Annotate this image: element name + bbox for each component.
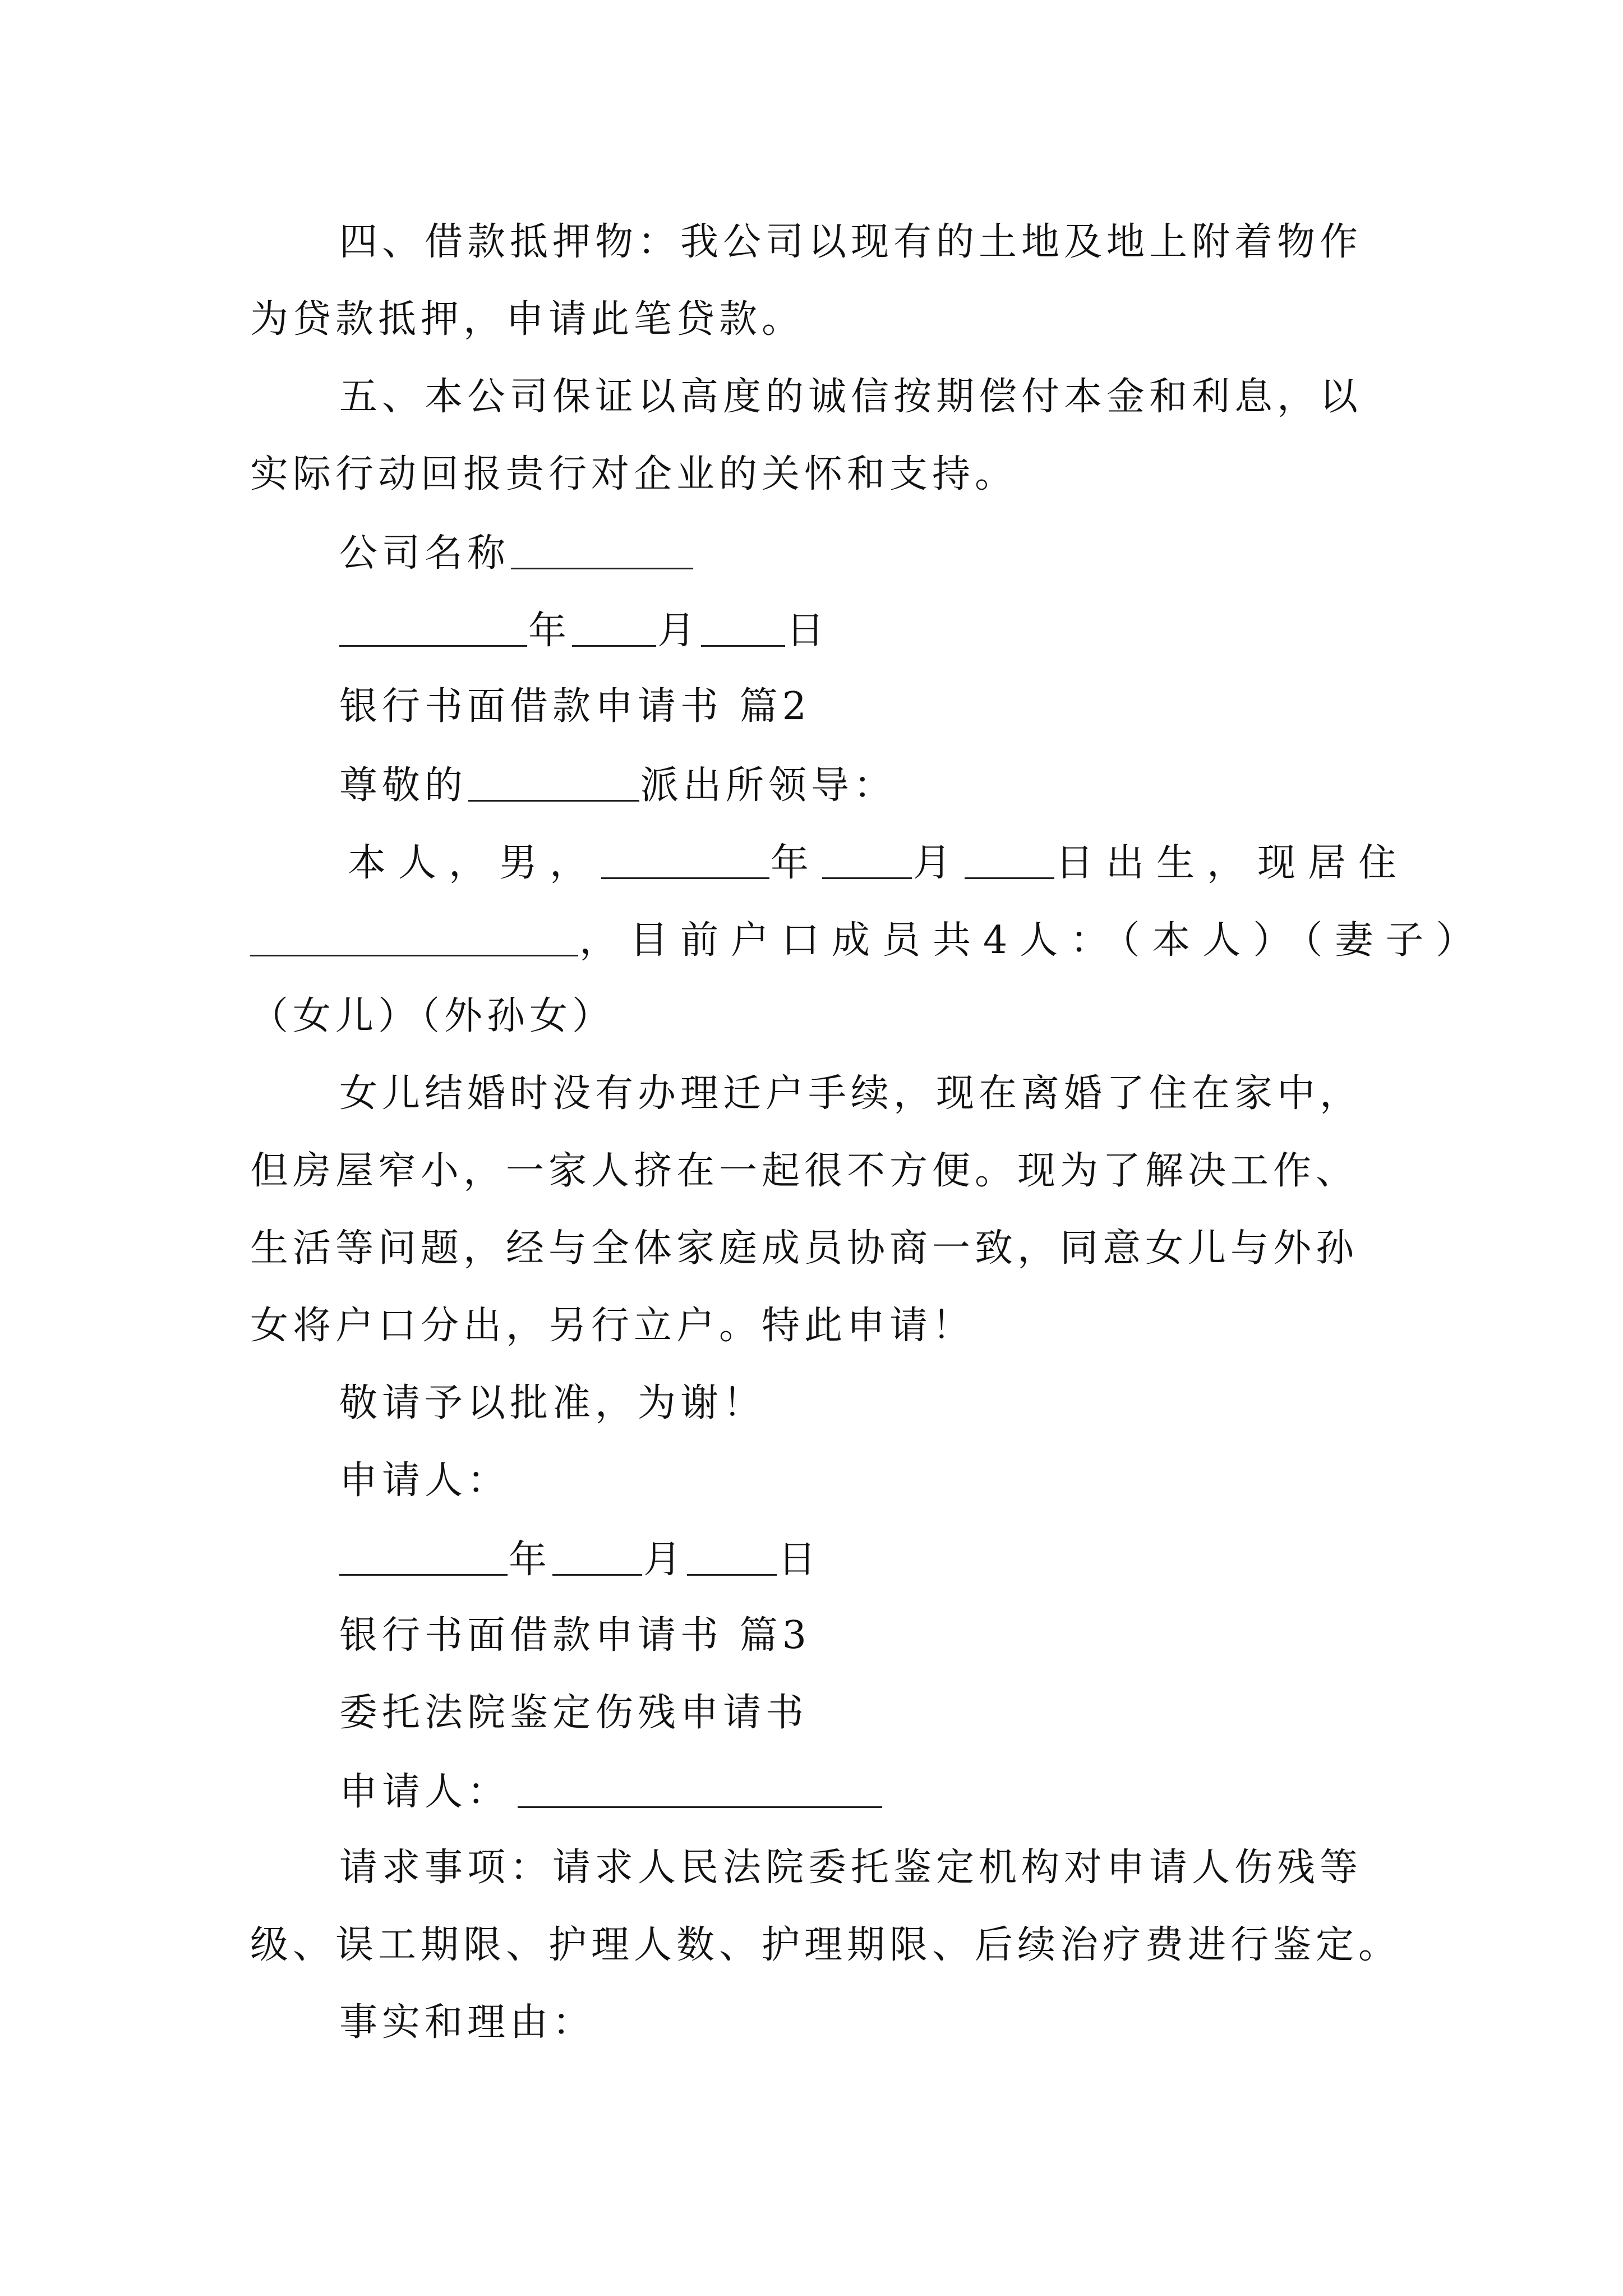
year-blank bbox=[339, 1539, 508, 1576]
month-blank bbox=[572, 610, 656, 647]
address-blank bbox=[250, 920, 578, 956]
month-label: 月 bbox=[643, 1538, 686, 1582]
document-title: 委托法院鉴定伤残申请书 bbox=[339, 1691, 809, 1735]
salutation-prefix: 尊敬的 bbox=[339, 763, 468, 808]
applicant-signature-label: 申请人： bbox=[339, 1458, 510, 1503]
birth-month-label: 月 bbox=[913, 841, 964, 885]
day-blank bbox=[687, 1539, 777, 1576]
household-line bbox=[250, 918, 1487, 963]
applicant-label: 申请人： bbox=[339, 1770, 510, 1814]
month-label: 月 bbox=[657, 609, 700, 653]
closing-request: 敬请予以批准，为谢！ bbox=[339, 1381, 766, 1425]
paragraph-collateral-line2: 为贷款抵押，申请此笔贷款。 bbox=[250, 297, 805, 342]
paragraph-reason-line4: 女将户口分出，另行立户。特此申请！ bbox=[250, 1304, 975, 1348]
salutation-line bbox=[339, 763, 897, 808]
section-heading-2: 银行书面借款申请书 篇2 bbox=[339, 684, 811, 729]
birth-month-blank bbox=[822, 843, 912, 879]
paragraph-guarantee-line1: 五、本公司保证以高度的诚信按期偿付本金和利息，以 bbox=[339, 375, 1363, 419]
applicant-intro-line bbox=[348, 841, 1409, 885]
company-name-line bbox=[339, 531, 694, 576]
birth-day-blank bbox=[965, 843, 1054, 879]
date-line-1 bbox=[339, 609, 829, 653]
police-station-blank bbox=[468, 765, 639, 802]
paragraph-guarantee-line2: 实际行动回报贵行对企业的关怀和支持。 bbox=[250, 452, 1018, 496]
request-line1: 请求事项：请求人民法院委托鉴定机构对申请人伤残等 bbox=[339, 1846, 1363, 1890]
birth-text: 日出生，现居住 bbox=[1055, 841, 1409, 885]
company-name-label: 公司名称 bbox=[339, 531, 510, 576]
date-line-2 bbox=[339, 1538, 821, 1582]
birth-year-blank bbox=[601, 843, 769, 879]
birth-year-label: 年 bbox=[771, 841, 822, 885]
applicant-intro-text: 本人，男， bbox=[348, 841, 601, 885]
day-label: 日 bbox=[786, 609, 829, 653]
facts-heading: 事实和理由： bbox=[339, 2000, 596, 2045]
month-blank bbox=[552, 1539, 642, 1576]
year-label: 年 bbox=[528, 609, 571, 653]
year-label: 年 bbox=[509, 1538, 552, 1582]
day-label: 日 bbox=[778, 1538, 821, 1582]
applicant-blank bbox=[518, 1772, 882, 1808]
household-text: ，目前户口成员共4人：（本人）（妻子） bbox=[579, 918, 1487, 963]
year-blank bbox=[339, 610, 527, 647]
company-name-blank bbox=[511, 533, 693, 569]
applicant-line bbox=[339, 1770, 883, 1814]
paragraph-reason-line2: 但房屋窄小，一家人挤在一起很不方便。现为了解决工作、 bbox=[250, 1149, 1359, 1193]
request-line2: 级、误工期限、护理人数、护理期限、后续治疗费进行鉴定。 bbox=[250, 1923, 1401, 1967]
paragraph-reason-line3: 生活等问题，经与全体家庭成员协商一致，同意女儿与外孙 bbox=[250, 1226, 1359, 1271]
day-blank bbox=[701, 610, 785, 647]
section-heading-3: 银行书面借款申请书 篇3 bbox=[339, 1613, 811, 1658]
household-members: （女儿）（外孙女） bbox=[250, 994, 615, 1038]
paragraph-collateral-line1: 四、借款抵押物：我公司以现有的土地及地上附着物作 bbox=[339, 220, 1363, 264]
salutation-suffix: 派出所领导： bbox=[640, 763, 897, 808]
paragraph-reason-line1: 女儿结婚时没有办理迁户手续，现在离婚了住在家中， bbox=[339, 1071, 1363, 1116]
